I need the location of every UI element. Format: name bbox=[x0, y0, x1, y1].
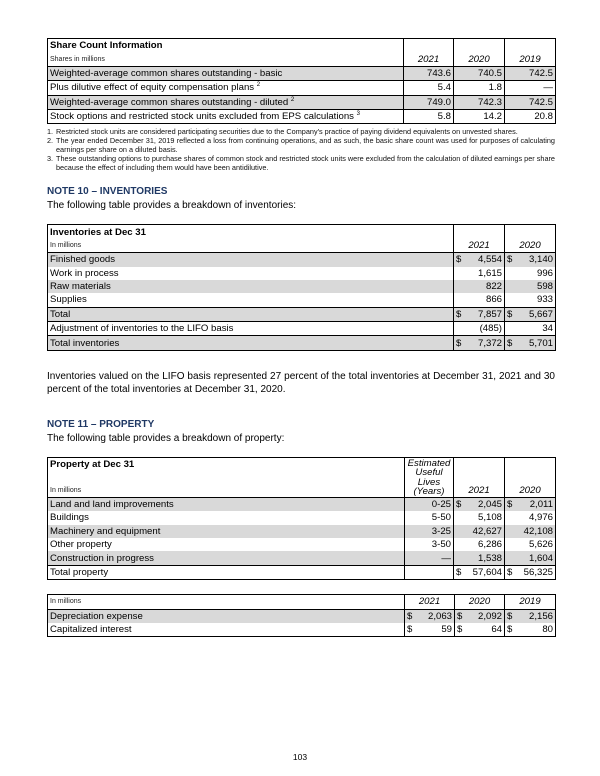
cell-value: 56,325 bbox=[523, 567, 553, 578]
table-title: Share Count Information bbox=[48, 39, 404, 53]
cell-value: (485) bbox=[454, 322, 505, 336]
table-title: Property at Dec 31 bbox=[48, 457, 405, 471]
table-row bbox=[48, 525, 556, 538]
cell-value: 5,108 bbox=[454, 511, 505, 524]
table-row: Total $ 7,857 $ 5,667 bbox=[48, 307, 556, 321]
table-row: Total property $ 57,604 $ 56,325 bbox=[48, 565, 556, 579]
row-label: Raw materials bbox=[48, 280, 454, 293]
footnote-ref: 2 bbox=[256, 82, 261, 89]
row-label: Buildings bbox=[48, 511, 405, 524]
cell-value: 2,011 bbox=[529, 499, 553, 511]
cell-value: 2,156 bbox=[528, 610, 553, 622]
row-label: Construction in progress bbox=[48, 551, 405, 565]
cell-value: 5,701 bbox=[528, 337, 553, 349]
section-heading: NOTE 10 – INVENTORIES bbox=[47, 186, 168, 198]
year-header: 2021 bbox=[405, 595, 455, 609]
useful-lives: 5-50 bbox=[405, 511, 454, 524]
row-label: Machinery and equipment bbox=[48, 525, 405, 538]
cell-value: 3,140 bbox=[528, 254, 553, 266]
table-row bbox=[48, 109, 556, 123]
cell-value: 34 bbox=[542, 323, 553, 335]
row-label: Stock options and restricted stock units excluded from EPS calculations $^3$ bbox=[48, 109, 404, 123]
year-header: 2021 bbox=[404, 52, 454, 66]
row-label: Supplies bbox=[48, 293, 454, 307]
cell-value: 1.8 bbox=[454, 81, 505, 95]
footnotes bbox=[47, 127, 555, 172]
table-row bbox=[48, 293, 556, 307]
cell-value: 6,286 bbox=[454, 538, 505, 551]
cell-value: 5.4 bbox=[404, 81, 454, 95]
table-row: Finished goods $ 4,554 $ 3,140 bbox=[48, 253, 556, 267]
cell-value: 742.3 bbox=[454, 95, 505, 109]
depreciation-table bbox=[47, 594, 556, 637]
section-heading: NOTE 11 – PROPERTY bbox=[47, 418, 155, 430]
row-label: Capitalized interest bbox=[48, 623, 405, 637]
row-label: Total bbox=[48, 307, 454, 321]
cell-value: 1,604 bbox=[505, 551, 556, 565]
year-header: 2021 bbox=[454, 472, 505, 498]
table-row bbox=[48, 66, 556, 80]
table-subtitle: In millions bbox=[48, 595, 405, 609]
table-row bbox=[48, 538, 556, 551]
cell-value: 57,604 bbox=[472, 567, 502, 578]
row-label: Adjustment of inventories to the LIFO basis bbox=[48, 322, 454, 336]
cell-value: 740.5 bbox=[454, 66, 505, 80]
table-subtitle: In millions bbox=[48, 472, 405, 498]
table-row bbox=[48, 81, 556, 95]
cell-value: 7,372 bbox=[477, 337, 502, 349]
cell-value: 933 bbox=[536, 294, 553, 306]
year-header: 2020 bbox=[519, 239, 541, 251]
section-lead: The following table provides a breakdown of property: bbox=[47, 432, 285, 444]
cell-value: 7,857 bbox=[477, 308, 502, 320]
year-header: 2019 bbox=[519, 596, 541, 608]
table-row bbox=[48, 267, 556, 280]
table-row bbox=[48, 322, 556, 336]
cell-value: 742.5 bbox=[505, 95, 556, 109]
cell-value: 996 bbox=[536, 267, 553, 279]
cell-value: 42,108 bbox=[505, 525, 556, 538]
row-label: Weighted-average common shares outstanding - basic bbox=[48, 66, 404, 80]
cell-value: 4,976 bbox=[528, 512, 553, 524]
cell-value: 743.6 bbox=[404, 66, 454, 80]
row-label: Finished goods bbox=[48, 253, 454, 267]
useful-lives bbox=[405, 565, 454, 579]
table-row: Capitalized interest $ 59 $ 64 $ 80 bbox=[48, 623, 556, 637]
row-label: Total property bbox=[48, 565, 405, 579]
cell-value: 5.8 bbox=[404, 109, 454, 123]
cell-value: 742.5 bbox=[505, 66, 556, 80]
cell-value: — bbox=[543, 82, 553, 94]
cell-value: 2,045 bbox=[477, 499, 502, 511]
year-header: 2020 bbox=[454, 52, 505, 66]
table-row bbox=[48, 551, 556, 565]
document-page bbox=[47, 38, 555, 637]
property-table bbox=[47, 457, 556, 580]
cell-value: 749.0 bbox=[404, 95, 454, 109]
cell-value: 5,667 bbox=[528, 308, 553, 320]
section-lead: The following table provides a breakdown of inventories: bbox=[47, 200, 297, 212]
page-number: 103 bbox=[292, 752, 308, 762]
cell-value: 2,092 bbox=[477, 610, 502, 622]
footnote: 1. Restricted stock units are considered participating securities due to the Company's practice of paying dividend equivalents on unvested shares. bbox=[47, 127, 518, 137]
cell-value: 64 bbox=[491, 624, 502, 636]
useful-lives: 3-25 bbox=[405, 525, 454, 538]
cell-value: 4,554 bbox=[477, 254, 502, 266]
useful-lives: 0-25 bbox=[405, 497, 454, 511]
year-header: 2019 bbox=[519, 53, 541, 65]
table-subtitle: In millions bbox=[48, 239, 454, 253]
inventories-table bbox=[47, 224, 556, 351]
cell-value: 20.8 bbox=[534, 111, 553, 123]
cell-value: 1,615 bbox=[454, 267, 505, 280]
cell-value: 80 bbox=[542, 624, 553, 636]
row-label: Work in process bbox=[48, 267, 454, 280]
share-count-table bbox=[47, 38, 556, 124]
cell-value: 14.2 bbox=[454, 109, 505, 123]
cell-value: 59 bbox=[441, 624, 452, 636]
footnote: 3. These outstanding options to purchase shares of common stock and restricted stock units were excluded from the calculation of diluted earnings per share because the effect of including them would have been antidilutive. bbox=[47, 154, 555, 173]
row-label: Plus dilutive effect of equity compensation plans $^2$ bbox=[48, 81, 404, 95]
table-row: Total inventories $ 7,372 $ 5,701 bbox=[48, 336, 556, 350]
table-row bbox=[48, 95, 556, 109]
row-label: Depreciation expense bbox=[48, 609, 405, 623]
cell-value: 1,538 bbox=[454, 551, 505, 565]
lifo-paragraph: Inventories valued on the LIFO basis represented 27 percent of the total inventories at December 31, 2021 and 30 percent of the total inventories at December 31, 2020. bbox=[47, 370, 555, 395]
cell-value: 5,626 bbox=[528, 539, 553, 551]
useful-lives-header: Estimated Useful Lives (Years) bbox=[405, 457, 454, 497]
table-row: Land and land improvements 0-25 $ 2,045 $ 2,011 bbox=[48, 497, 556, 511]
useful-lives: 3-50 bbox=[405, 538, 454, 551]
footnote-ref: 3 bbox=[356, 111, 360, 118]
row-label: Total inventories bbox=[48, 336, 454, 350]
cell-value: 42,627 bbox=[454, 525, 505, 538]
table-row: Depreciation expense $ 2,063 $ 2,092 $ 2,156 bbox=[48, 609, 556, 623]
footnote: 2. The year ended December 31, 2019 reflected a loss from continuing operations, and as such, the basic share count was used for purposes of calculating earnings per share on a diluted basis. bbox=[47, 136, 555, 155]
table-row bbox=[48, 511, 556, 524]
table-subtitle: Shares in millions bbox=[48, 52, 404, 66]
cell-value: 598 bbox=[505, 280, 556, 293]
useful-lives: — bbox=[405, 551, 454, 565]
table-row bbox=[48, 280, 556, 293]
table-title: Inventories at Dec 31 bbox=[48, 225, 454, 239]
year-header: 2020 bbox=[519, 484, 541, 496]
row-label: Other property bbox=[48, 538, 405, 551]
cell-value: 2,063 bbox=[427, 610, 452, 622]
footnote-ref: 2 bbox=[290, 96, 295, 103]
year-header: 2020 bbox=[455, 595, 505, 609]
year-header: 2021 bbox=[454, 239, 505, 253]
row-label: Land and land improvements bbox=[48, 497, 405, 511]
cell-value: 866 bbox=[454, 293, 505, 307]
cell-value: 822 bbox=[454, 280, 505, 293]
row-label: Weighted-average common shares outstanding - diluted $^2$ bbox=[48, 95, 404, 109]
